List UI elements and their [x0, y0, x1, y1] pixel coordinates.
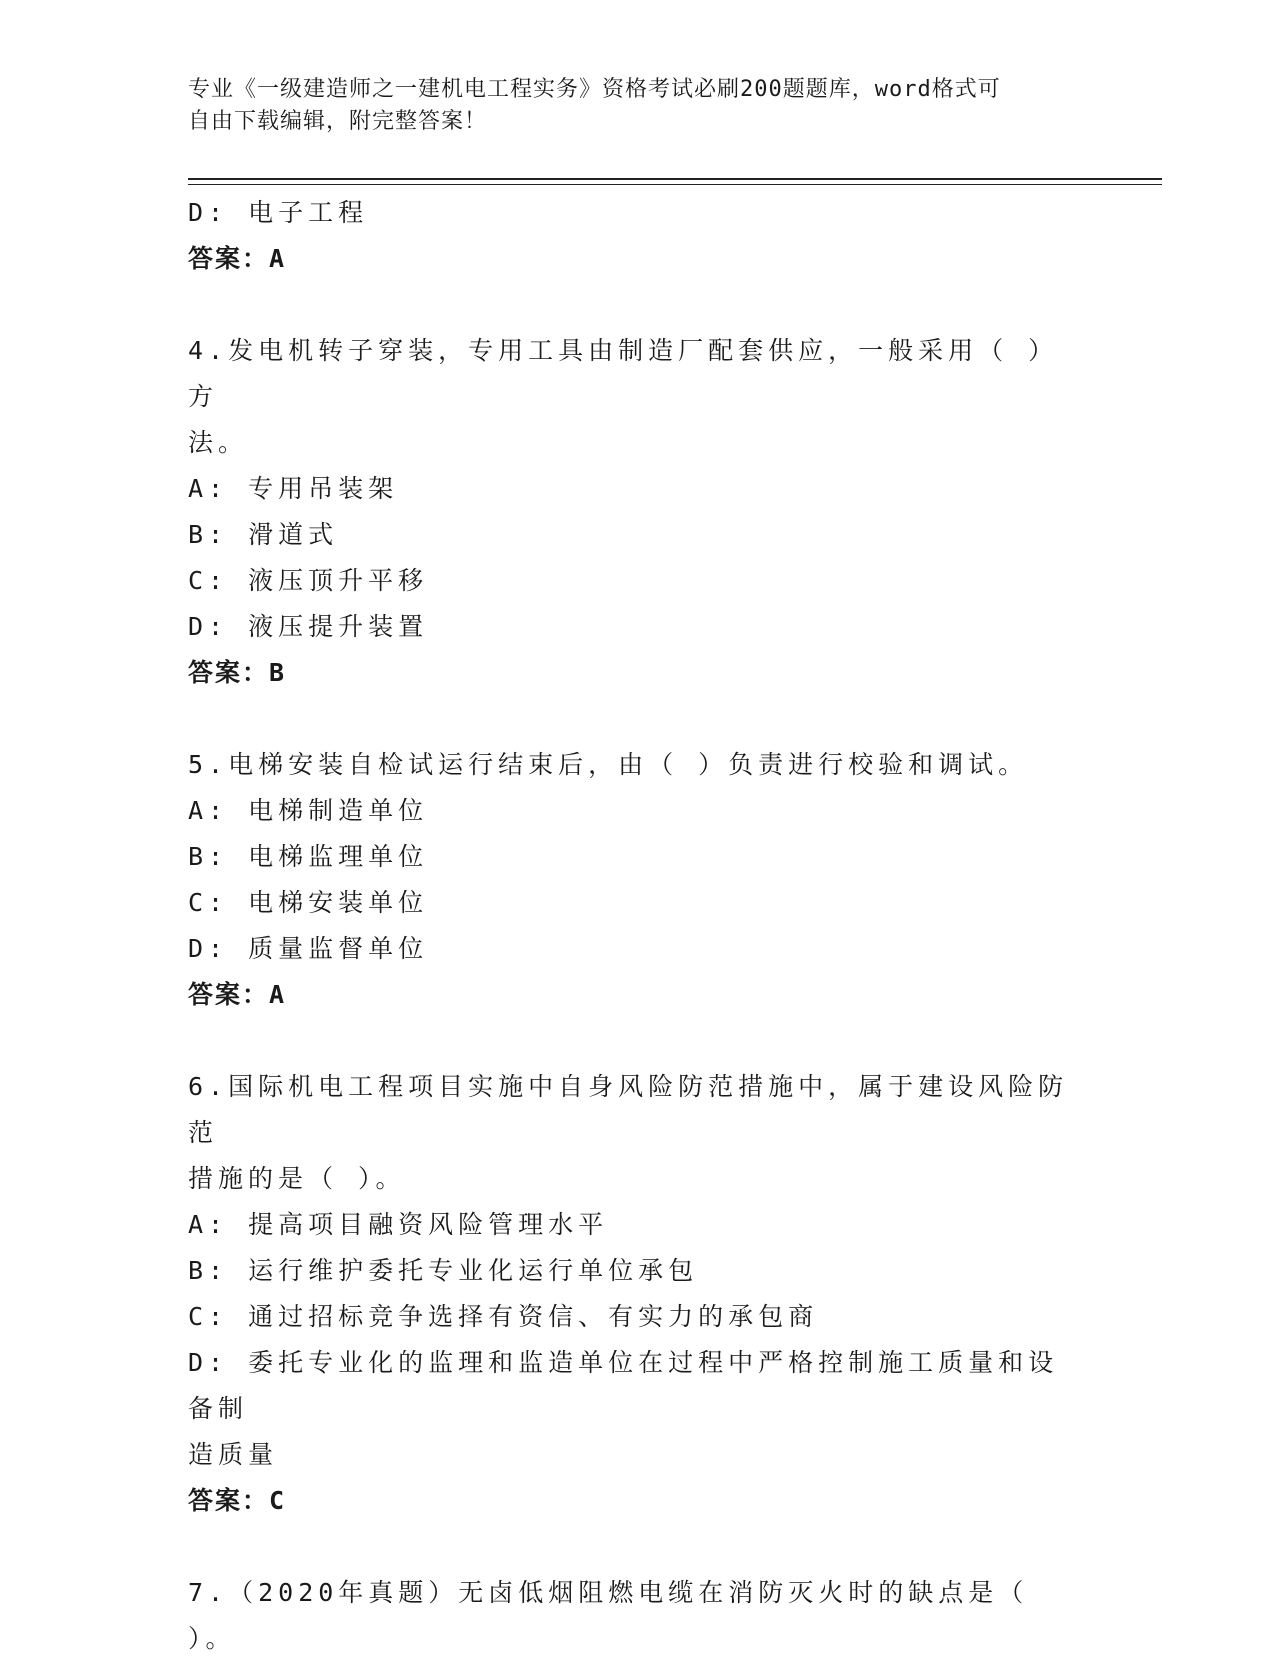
question-5-option-c: C: 电梯安装单位 [188, 888, 429, 917]
question-6-option-d-line-1: D: 委托专业化的监理和监造单位在过程中严格控制施工质量和设备制 [188, 1348, 1059, 1423]
header-title-line-1: 专业《一级建造师之一建机电工程实务》资格考试必刷200题题库，word格式可 [188, 77, 1001, 102]
header-divider-thin [188, 184, 1162, 185]
spacer [188, 696, 1088, 742]
spacer [188, 282, 1088, 328]
question-4-stem-line-1: 4.发电机转子穿装，专用工具由制造厂配套供应，一般采用（ ）方 [188, 336, 1059, 411]
prev-option-d: D: 电子工程 [188, 198, 369, 227]
question-6-stem-line-2: 措施的是（ ）。 [188, 1164, 406, 1193]
question-4-answer: 答案：B [188, 658, 287, 687]
prev-answer: 答案：A [188, 244, 287, 273]
question-4-option-d: D: 液压提升装置 [188, 612, 429, 641]
question-6-option-b: B: 运行维护委托专业化运行单位承包 [188, 1256, 699, 1285]
question-5-answer: 答案：A [188, 980, 287, 1009]
question-5-option-a: A: 电梯制造单位 [188, 796, 429, 825]
question-4-option-c: C: 液压顶升平移 [188, 566, 429, 595]
question-5 [188, 742, 1088, 1018]
header-divider-thick [188, 178, 1162, 180]
question-5-option-b: B: 电梯监理单位 [188, 842, 429, 871]
question-content [188, 190, 1088, 1662]
spacer [188, 1524, 1088, 1570]
question-4-option-b: B: 滑道式 [188, 520, 339, 549]
question-7-stem-line-1: 7.（2020年真题）无卤低烟阻燃电缆在消防灭火时的缺点是（ ）。 [188, 1578, 1029, 1653]
question-4-option-a: A: 专用吊装架 [188, 474, 399, 503]
question-6-stem-line-1: 6.国际机电工程项目实施中自身风险防范措施中，属于建设风险防范 [188, 1072, 1069, 1147]
question-5-option-d: D: 质量监督单位 [188, 934, 429, 963]
question-7 [188, 1570, 1088, 1662]
question-6-answer: 答案：C [188, 1486, 287, 1515]
spacer [188, 1018, 1088, 1064]
question-6-option-a: A: 提高项目融资风险管理水平 [188, 1210, 609, 1239]
question-6-option-d-line-2: 造质量 [188, 1440, 279, 1469]
question-5-stem-line-1: 5.电梯安装自检试运行结束后，由（ ）负责进行校验和调试。 [188, 750, 1029, 779]
question-6-option-c: C: 通过招标竞争选择有资信、有实力的承包商 [188, 1302, 819, 1331]
page-header [188, 74, 1088, 138]
header-title-line-2: 自由下载编辑，附完整答案！ [188, 109, 488, 134]
question-4 [188, 328, 1088, 696]
question-4-stem-line-2: 法。 [188, 428, 249, 457]
question-6 [188, 1064, 1088, 1524]
